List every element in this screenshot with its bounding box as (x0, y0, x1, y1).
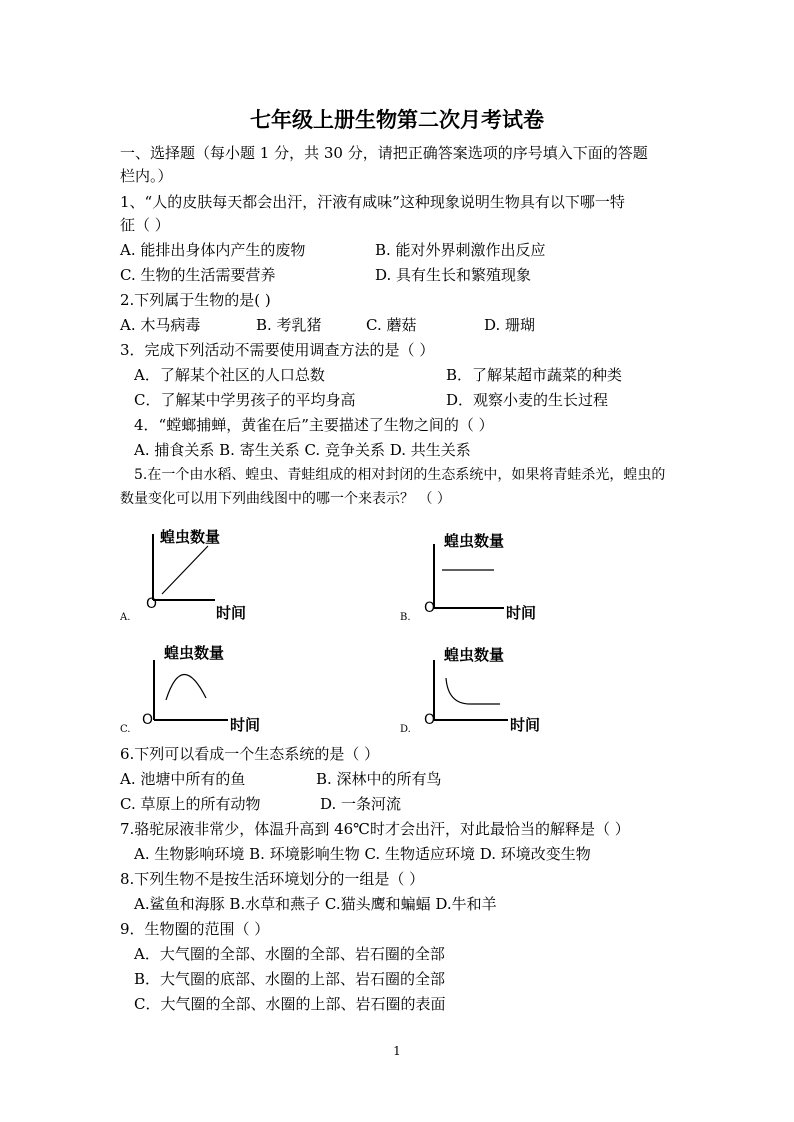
q5-graph-a-plot (120, 524, 240, 614)
q9-option-b: B．大气圈的底部、水圈的上部、岩石圈的全部 (134, 970, 446, 988)
q5-graph-d-ylabel: 蝗虫数量 (444, 646, 505, 664)
q5-graph-b-letter: B. (400, 612, 411, 623)
q5-graph-c-origin: O (142, 712, 154, 728)
q5-graph-a-letter: A. (120, 612, 131, 623)
q1-option-a: A. 能排出身体内产生的废物 (120, 241, 306, 259)
q5-graph-d-plot (400, 642, 530, 732)
q3-stem: 3．完成下列活动不需要使用调查方法的是（ ） (120, 341, 435, 359)
q5-graph-a-ylabel: 蝗虫数量 (160, 528, 221, 546)
q5-graph-b-origin: O (424, 600, 436, 616)
q1-stem-line-2: 征（ ） (120, 216, 170, 234)
q5-stem-line-2: 数量变化可以用下列曲线图中的哪一个来表示？ （ ） (120, 491, 451, 507)
q2-option-c: C. 蘑菇 (366, 316, 417, 334)
q9-stem: 9．生物圈的范围（ ） (120, 920, 270, 938)
q4-options: A. 捕食关系 B. 寄生关系 C. 竞争关系 D. 共生关系 (134, 441, 471, 459)
q3-option-d: D．观察小麦的生长过程 (446, 391, 609, 409)
q5-graph-c-xlabel: 时间 (230, 716, 261, 734)
q5-graph-b-xlabel: 时间 (506, 604, 537, 622)
q5-graph-b (400, 528, 600, 628)
q3-option-c: C．了解某中学男孩子的平均身高 (134, 391, 356, 409)
q6-option-d: D. 一条河流 (320, 795, 402, 813)
q8-stem: 8.下列生物不是按生活环境划分的一组是（ ） (120, 870, 425, 888)
section-heading-line-2: 栏内。） (120, 167, 173, 185)
q5-graph-a-xlabel: 时间 (216, 604, 247, 622)
q1-stem-line-1: 1、“人的皮肤每天都会出汗，汗液有咸味”这种现象说明生物具有以下哪一特 (120, 193, 625, 211)
q5-stem-line-1: 5.在一个由水稻、蝗虫、青蛙组成的相对封闭的生态系统中，如果将青蛙杀光，蝗虫的 (134, 467, 666, 483)
q5-graph-d (400, 642, 600, 742)
q5-graph-c (120, 640, 320, 740)
q5-graph-b-plot (400, 528, 530, 618)
q3-option-b: B．了解某超市蔬菜的种类 (446, 366, 623, 384)
q5-graph-a-origin: O (146, 596, 158, 612)
q7-options: A. 生物影响环境 B. 环境影响生物 C. 生物适应环境 D. 环境改变生物 (134, 845, 591, 863)
q5-graph-d-origin: O (424, 712, 436, 728)
q5-graph-c-curve (166, 674, 206, 700)
q5-graph-d-letter: D. (400, 724, 411, 735)
q8-options: A.鲨鱼和海豚 B.水草和燕子 C.猫头鹰和蝙蝠 D.牛和羊 (134, 895, 497, 913)
page-number: 1 (393, 1044, 401, 1058)
q5-graph-a-curve (162, 546, 208, 594)
q2-option-b: B. 考乳猪 (256, 316, 322, 334)
q5-graph-c-plot (120, 640, 250, 730)
q9-option-c: C．大气圈的全部、水圈的上部、岩石圈的表面 (134, 995, 446, 1013)
q3-option-a: A．了解某个社区的人口总数 (134, 366, 325, 384)
q5-graph-c-ylabel: 蝗虫数量 (164, 644, 225, 662)
q1-option-d: D. 具有生长和繁殖现象 (375, 266, 532, 284)
q5-graph-b-ylabel: 蝗虫数量 (444, 532, 505, 550)
q9-option-a: A．大气圈的全部、水圈的全部、岩石圈的全部 (134, 945, 445, 963)
q5-graph-c-letter: C. (120, 724, 131, 735)
q6-option-a: A. 池塘中所有的鱼 (120, 770, 246, 788)
q2-option-d: D. 珊瑚 (484, 316, 536, 334)
q2-stem: 2.下列属于生物的是( ) (120, 291, 271, 309)
q1-option-c: C. 生物的生活需要营养 (120, 266, 276, 284)
exam-title: 七年级上册生物第二次月考试卷 (250, 107, 544, 132)
q7-stem: 7.骆驼尿液非常少，体温升高到 46℃时才会出汗，对此最恰当的解释是（ ） (120, 820, 630, 838)
q6-option-b: B. 深林中的所有鸟 (316, 770, 442, 788)
q5-graph-d-xlabel: 时间 (510, 716, 541, 734)
q6-stem: 6.下列可以看成一个生态系统的是（ ） (120, 745, 380, 763)
q5-graph-d-curve (446, 678, 500, 704)
q1-option-b: B. 能对外界刺激作出反应 (375, 241, 546, 259)
q5-graph-a (120, 524, 320, 624)
section-heading-line-1: 一、选择题（每小题 1 分，共 30 分，请把正确答案选项的序号填入下面的答题 (120, 144, 648, 162)
q2-option-a: A. 木马病毒 (120, 316, 201, 334)
q4-stem: 4．“螳螂捕蝉，黄雀在后”主要描述了生物之间的（ ） (134, 416, 494, 434)
q6-option-c: C. 草原上的所有动物 (120, 795, 261, 813)
